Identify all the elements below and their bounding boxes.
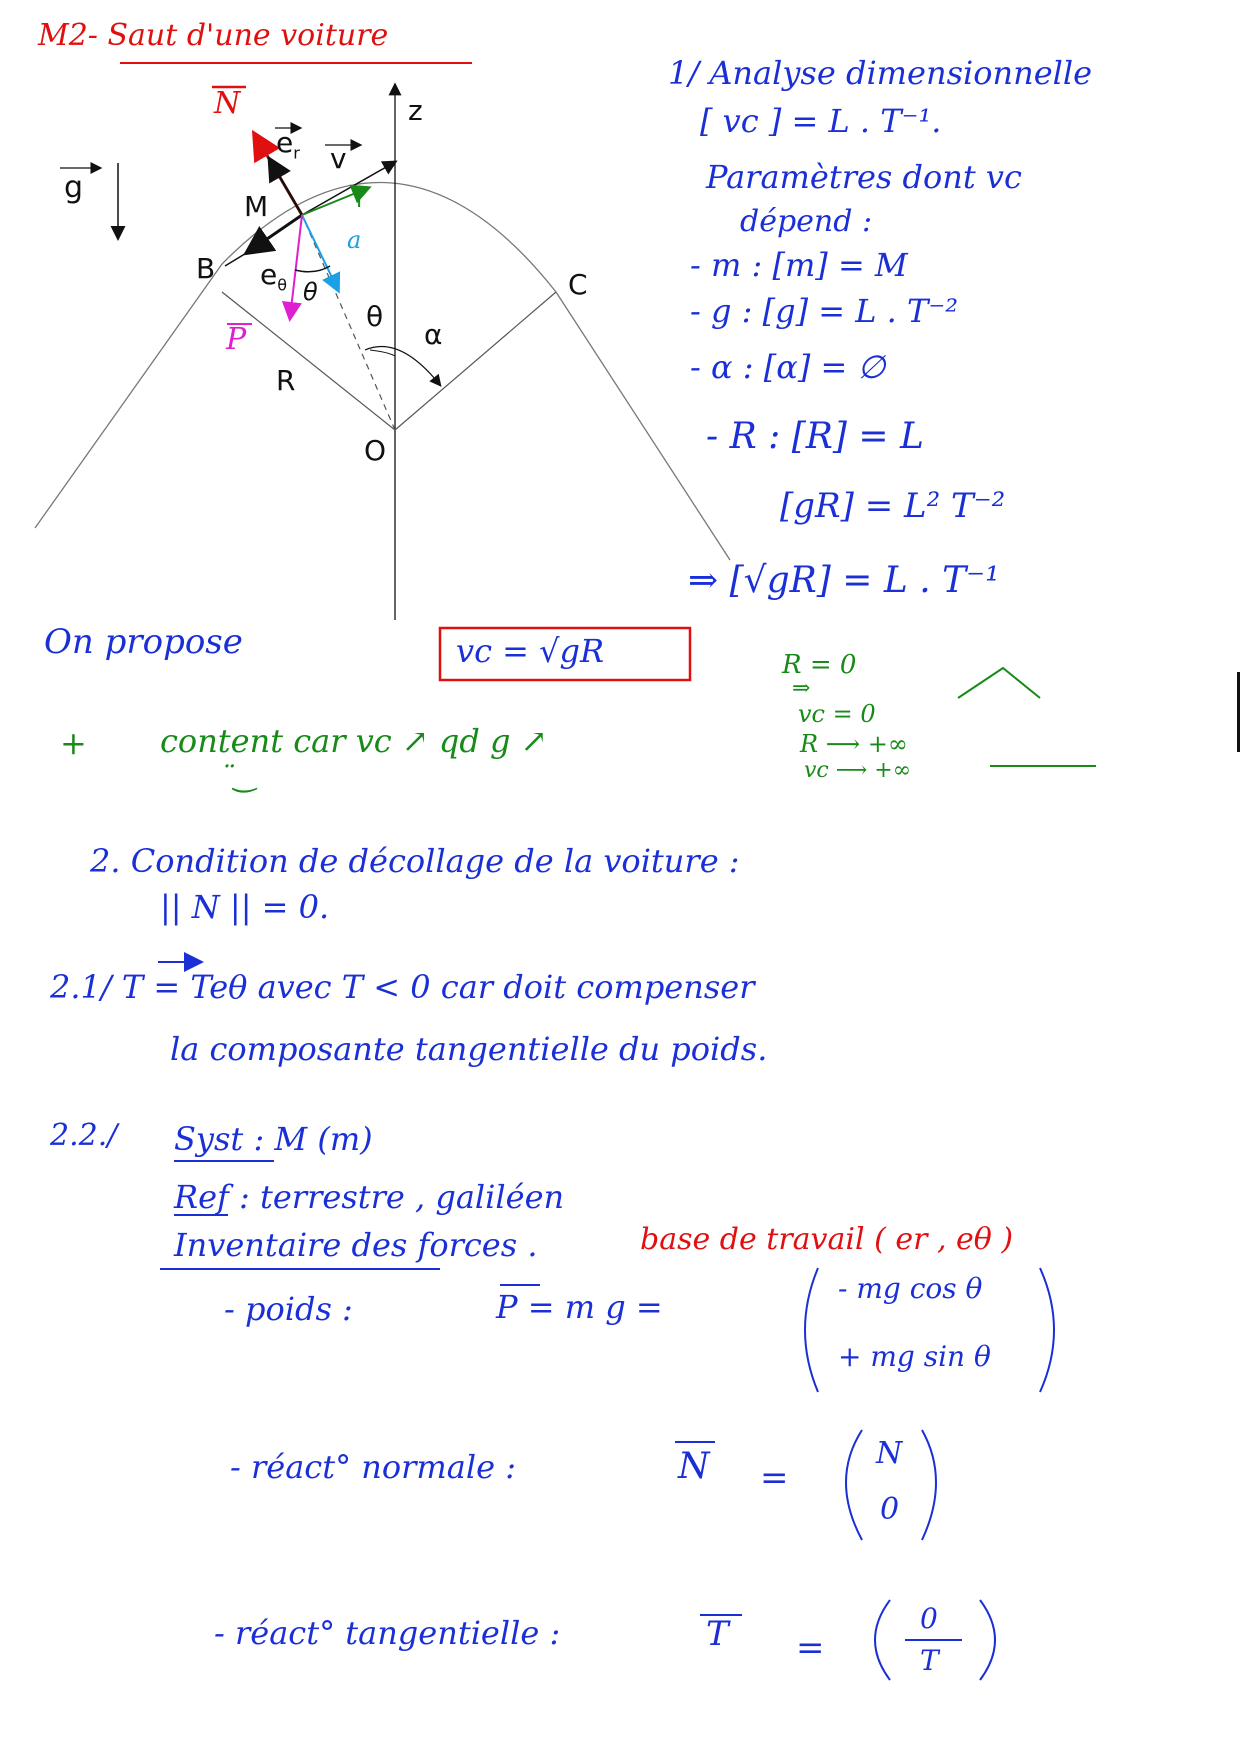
section2-line1: 2. Condition de décollage de la voiture : xyxy=(90,842,740,880)
alpha-arc xyxy=(365,347,440,385)
syst-underline xyxy=(174,1160,274,1162)
poids-component-1: - mg cos θ xyxy=(838,1272,983,1305)
theta-arc xyxy=(370,350,395,356)
v-vector xyxy=(302,162,395,215)
P-vector xyxy=(290,215,302,318)
label-alpha: α xyxy=(424,318,443,351)
label-C: C xyxy=(568,268,588,301)
tang-component-1: 0 xyxy=(920,1602,938,1635)
left-ramp xyxy=(35,264,222,528)
label-theta-small: θ xyxy=(303,278,318,306)
analysis-vc-dim: [ vc ] = L . T⁻¹. xyxy=(700,102,942,140)
analysis-g: - g : [g] = L . T⁻² xyxy=(690,292,959,330)
tang-paren-right xyxy=(980,1600,995,1680)
normale-equals: = xyxy=(760,1458,789,1498)
normale-component-1: N xyxy=(876,1436,903,1471)
analysis-heading: 1/ Analyse dimensionnelle xyxy=(668,54,1093,92)
tang-label: - réact° tangentielle : xyxy=(214,1614,561,1652)
analysis-sqrt-gR: ⇒ [√gR] = L . T⁻¹ xyxy=(688,560,1000,601)
green-plus: + xyxy=(60,724,87,762)
label-etheta-letter: e xyxy=(260,258,278,291)
analysis-alpha: - α : [α] = ∅ xyxy=(690,348,886,386)
label-N: N xyxy=(214,86,241,121)
poids-label: - poids : xyxy=(224,1290,353,1328)
analysis-R: - R : [R] = L xyxy=(706,416,924,457)
tang-paren-left xyxy=(875,1600,890,1680)
radius-OC xyxy=(395,292,556,430)
poids-component-2: + mg sin θ xyxy=(838,1340,991,1373)
normale-label: - réact° normale : xyxy=(230,1448,516,1486)
normale-paren-right xyxy=(922,1430,936,1540)
poids-paren-right xyxy=(1040,1268,1054,1392)
section22-label: 2.2./ xyxy=(50,1118,118,1153)
poids-equation: P = m g = xyxy=(496,1288,663,1326)
label-g: g xyxy=(64,170,84,205)
analysis-params: Paramètres dont vc xyxy=(706,158,1022,196)
section21-line2: la composante tangentielle du poids. xyxy=(170,1030,768,1068)
label-er-sub: r xyxy=(293,143,300,163)
poids-paren-left xyxy=(805,1268,818,1392)
green-limit-vcinf: vc ⟶ +∞ xyxy=(804,758,912,783)
tang-component-2: T xyxy=(920,1644,939,1677)
green-smiley: ¨‿ xyxy=(220,760,257,793)
B-tangent xyxy=(225,252,248,266)
label-M: M xyxy=(244,190,269,223)
tang-vector: T xyxy=(706,1614,729,1654)
normale-component-2: 0 xyxy=(880,1492,900,1527)
section22-inventaire: Inventaire des forces . xyxy=(174,1226,538,1264)
proposal-boxed: vc = √gR xyxy=(456,632,605,670)
proposal-text: On propose xyxy=(44,622,243,662)
green-limit-vc0: vc = 0 xyxy=(798,700,876,728)
ref-underline xyxy=(174,1214,228,1216)
analysis-depend: dépend : xyxy=(740,204,873,239)
normale-paren-left xyxy=(846,1430,862,1540)
green-limit-implies: ⇒ xyxy=(792,676,811,701)
label-etheta xyxy=(260,258,287,295)
normale-vector: N xyxy=(678,1446,710,1487)
page-title: M2- Saut d'une voiture xyxy=(38,18,389,53)
label-B: B xyxy=(196,252,216,285)
analysis-m: - m : [m] = M xyxy=(690,246,908,284)
section21-line1: 2.1/ T = Teθ avec T < 0 car doit compenser xyxy=(50,968,755,1006)
label-er-letter: e xyxy=(276,126,294,159)
analysis-gR: [gR] = L² T⁻² xyxy=(780,486,1006,526)
section2-line2: || N || = 0. xyxy=(160,888,330,926)
label-P: P xyxy=(226,322,247,357)
green-content: content car vc ↗ qd g ↗ xyxy=(160,722,548,760)
label-R: R xyxy=(276,364,296,397)
label-theta: θ xyxy=(366,300,384,333)
label-a: a xyxy=(347,226,362,254)
er-vector xyxy=(270,160,302,215)
section22-syst: Syst : M (m) xyxy=(174,1120,373,1158)
section22-base: base de travail ( er , eθ ) xyxy=(640,1222,1014,1257)
label-v: v xyxy=(330,142,347,175)
tang-equals: = xyxy=(796,1628,825,1668)
label-T: T xyxy=(353,188,366,212)
label-er xyxy=(276,126,300,163)
section22-ref: Ref : terrestre , galiléen xyxy=(174,1178,565,1216)
green-limit-Rinf: R ⟶ +∞ xyxy=(800,730,908,758)
label-O: O xyxy=(364,434,387,467)
green-limit-R0: R = 0 xyxy=(782,650,857,680)
peak-sketch xyxy=(958,668,1040,698)
inventaire-underline xyxy=(160,1268,440,1270)
label-z: z xyxy=(408,94,423,127)
label-etheta-sub: θ xyxy=(277,275,288,295)
right-ramp xyxy=(556,292,730,560)
